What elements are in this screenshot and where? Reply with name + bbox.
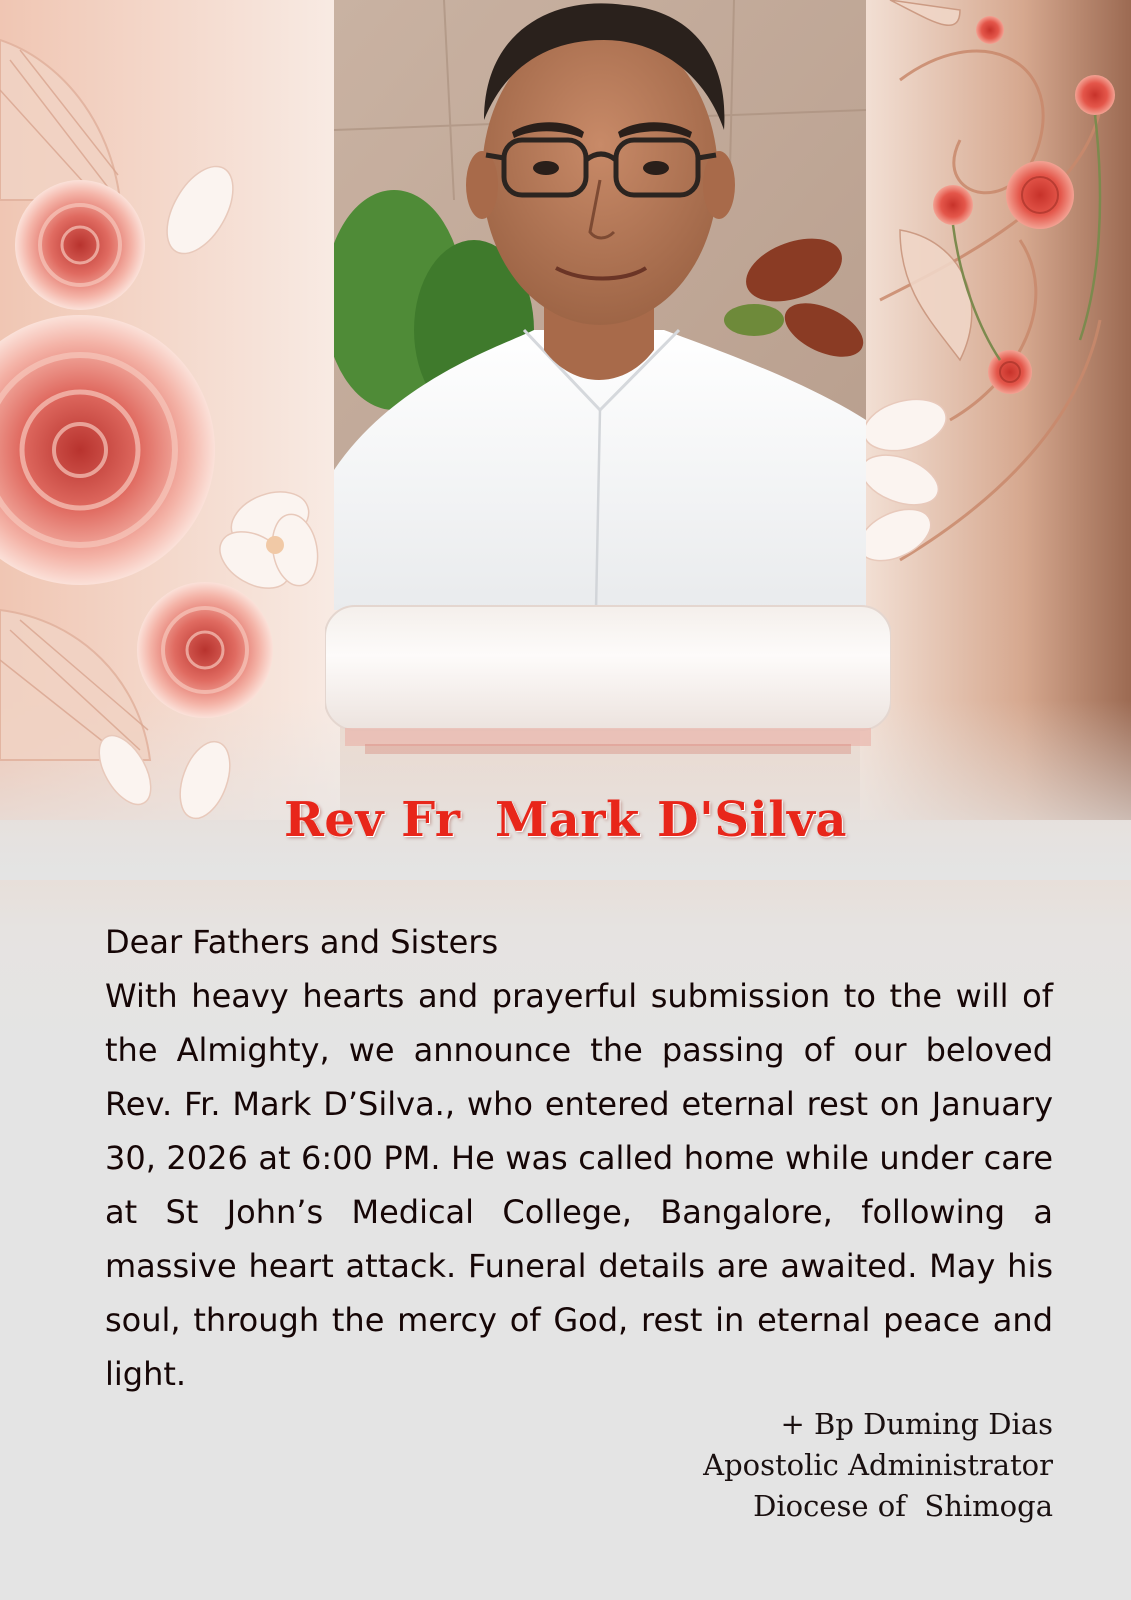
signature-block [703,1404,1053,1527]
deceased-name: Rev Fr Mark D'Silva [284,792,847,848]
signature-title: Apostolic Administrator [703,1448,1053,1482]
announcement-letter [105,915,1053,1401]
signature-diocese: Diocese of Shimoga [753,1489,1053,1523]
greeting: Dear Fathers and Sisters [105,923,499,961]
announcement-body: With heavy hearts and prayerful submission to the will of the Almighty, we announce the passing of our beloved Rev. Fr. Mark D’Silva., who entered eternal rest on January 30, 2026 at 6:00 PM. He was called home while under care at St John’s Medical College, Bangalore, following a massive heart attack. Funeral details are awaited. May his soul, through the mercy of God, rest in eternal peace and light. [105,977,1053,1393]
signature-name: + Bp Duming Dias [780,1407,1053,1441]
scroll-banner [325,600,891,760]
portrait-photo [334,0,866,610]
